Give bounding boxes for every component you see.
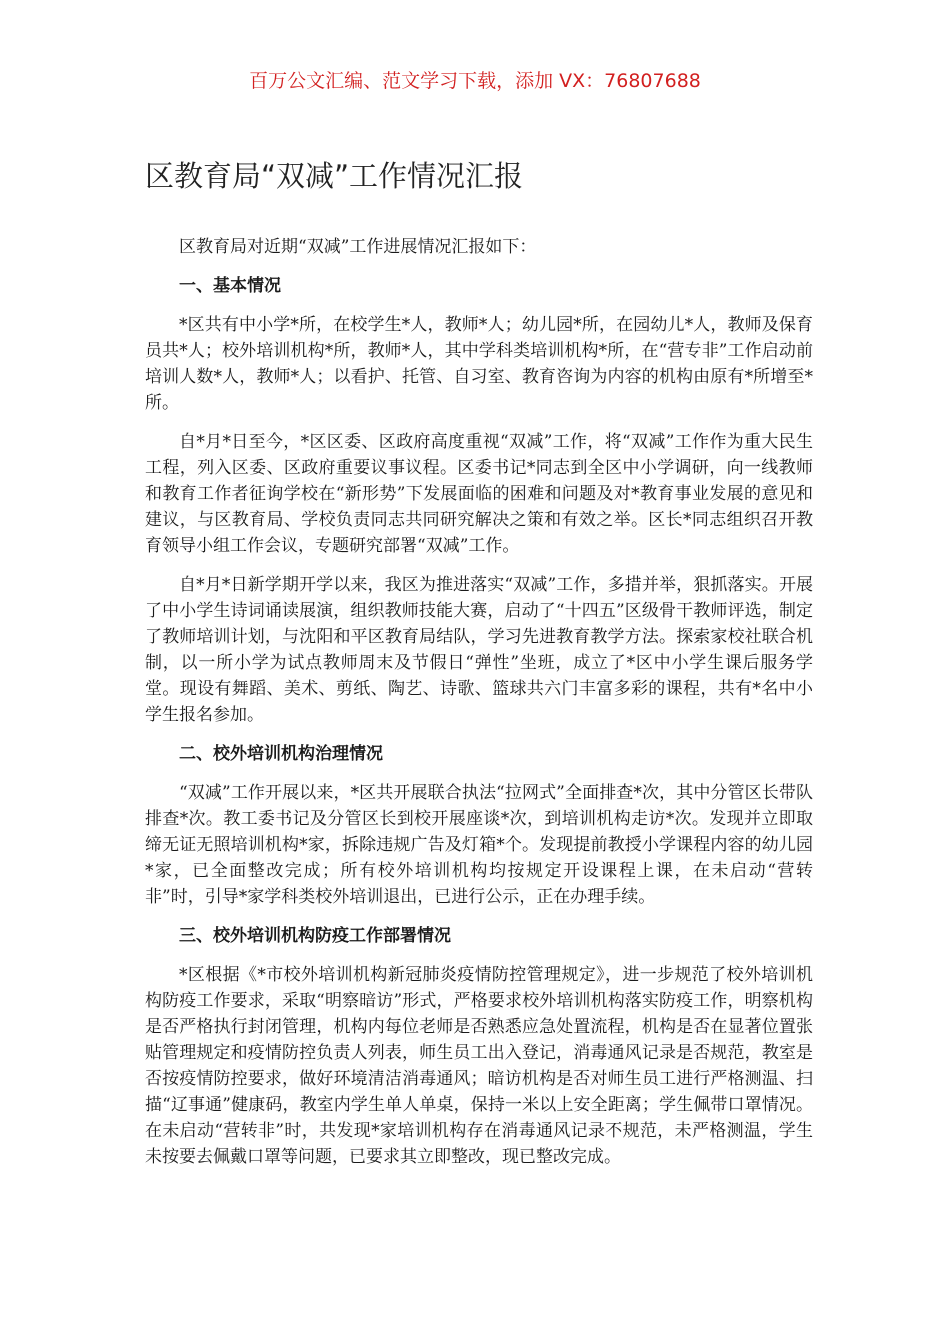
section-heading: 一、基本情况 <box>179 276 281 296</box>
document-title: 区教育局“双减”工作情况汇报 <box>145 159 524 193</box>
paragraph: 自*月*日新学期开学以来，我区为推进落实“双减”工作，多措并举，狠抓落实。开展了中小学生诗词诵读展演，组织教师技能大赛，启动了“十四五”区级骨干教师评选，制定了教师培训计划，与沈阳和平区教育局结队，学习先进教育教学方法。探索家校社联合机制，以一所小学为试点教师周末及节假日“弹性”坐班，成立了*区中小学生课后服务学堂。现设有舞蹈、美术、剪纸、陶艺、诗歌、篮球共六门丰富多彩的课程，共有*名中小学生报名参加。 <box>145 575 813 725</box>
paragraph: 自*月*日至今，*区区委、区政府高度重视“双减”工作，将“双减”工作作为重大民生工程，列入区委、区政府重要议事议程。区委书记*同志到全区中小学调研，向一线教师和教育工作者征询学校在“新形势”下发展面临的困难和问题及对*教育事业发展的意见和建议，与区教育局、学校负责同志共同研究解决之策和有效之举。区长*同志组织召开教育领导小组工作会议，专题研究部署“双减”工作。 <box>145 432 813 556</box>
section-heading: 二、校外培训机构治理情况 <box>179 744 383 764</box>
watermark-header: 百万公文汇编、范文学习下载，添加 VX：76807688 <box>249 70 701 92</box>
intro-paragraph: 区教育局对近期“双减”工作进展情况汇报如下： <box>179 237 537 257</box>
paragraph: *区根据《*市校外培训机构新冠肺炎疫情防控管理规定》，进一步规范了校外培训机构防疫工作要求，采取“明察暗访”形式，严格要求校外培训机构落实防疫工作，明察机构是否严格执行封闭管理，机构内每位老师是否熟悉应急处置流程，机构是否在显著位置张贴管理规定和疫情防控负责人列表，师生员工出入登记，消毒通风记录是否规范，教室是否按疫情防控要求，做好环境清洁消毒通风；暗访机构是否对师生员工进行严格测温、扫描“辽事通”健康码，教室内学生单人单桌，保持一米以上安全距离；学生佩带口罩情况。在未启动“营转非”时，共发现*家培训机构存在消毒通风记录不规范，未严格测温，学生未按要去佩戴口罩等问题，已要求其立即整改，现已整改完成。 <box>145 965 813 1167</box>
section-heading: 三、校外培训机构防疫工作部署情况 <box>179 926 451 946</box>
paragraph: “双减”工作开展以来，*区共开展联合执法“拉网式”全面排查*次，其中分管区长带队排查*次。教工委书记及分管区长到校开展座谈*次，到培训机构走访*次。发现并立即取缔无证无照培训机构*家，拆除违规广告及灯箱*个。发现提前教授小学课程内容的幼儿园*家，已全面整改完成；所有校外培训机构均按规定开设课程上课，在未启动“营转非”时，引导*家学科类校外培训退出，已进行公示，正在办理手续。 <box>145 783 813 907</box>
paragraph: *区共有中小学*所，在校学生*人，教师*人；幼儿园*所，在园幼儿*人，教师及保育员共*人；校外培训机构*所，教师*人，其中学科类培训机构*所，在“营专非”工作启动前培训人数*人，教师*人；以看护、托管、自习室、教育咨询为内容的机构由原有*所增至*所。 <box>145 315 813 413</box>
document-body <box>145 234 813 1183</box>
